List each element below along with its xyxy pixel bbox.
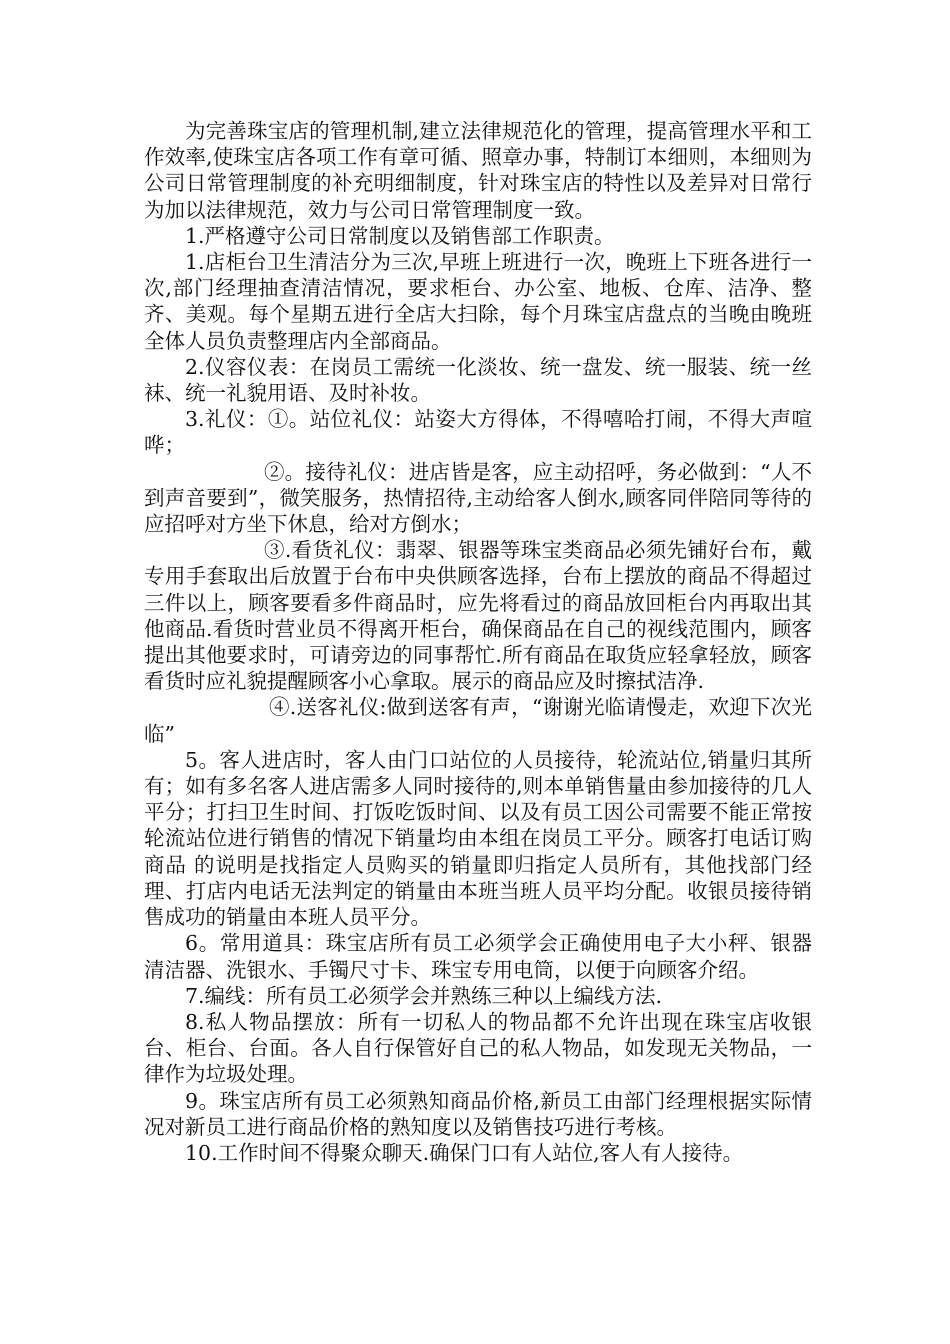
rule-paragraph: 6。常用道具：珠宝店所有员工必须学会正确使用电子大小秤、银器清洁器、洗银水、手镯尺寸卡、珠宝专用电筒，以便于向顾客介绍。 — [144, 931, 812, 982]
rule-paragraph: 2.仪容仪表：在岗员工需统一化淡妆、统一盘发、统一服装、统一丝袜、统一礼貌用语、及时补妆。 — [144, 354, 812, 406]
rule-paragraph: 10.工作时间不得聚众聊天.确保门口有人站位,客人有人接待。 — [185, 1140, 744, 1165]
document-body — [144, 118, 812, 1166]
etiquette-subparagraph: ③.看货礼仪：翡翠、银器等珠宝类商品必须先铺好台布，戴专用手套取出后放置于台布中央供顾客选择，台布上摆放的商品不得超过三件以上，顾客要看多件商品时，应先将看过的商品放回柜台内再取出其他商品.看货时营业员不得离开柜台，确保商品在自己的视线范围内，顾客提出其他要求时，可请旁边的同事帮忙.所有商品在取货应轻拿轻放，顾客看货时应礼貌提醒顾客小心拿取。展示的商品应及时擦拭洁净. — [144, 538, 812, 694]
rule-paragraph: 3.礼仪：①。站位礼仪：站姿大方得体，不得嘻哈打闹，不得大声喧哗； — [144, 407, 812, 458]
intro-paragraph: 为完善珠宝店的管理机制,建立法律规范化的管理，提高管理水平和工作效率,使珠宝店各项工作有章可循、照章办事，特制订本细则，本细则为公司日常管理制度的补充明细制度，针对珠宝店的特性以及差异对日常行为加以法律规范，效力与公司日常管理制度一致。 — [144, 119, 812, 222]
rule-paragraph: 1.严格遵守公司日常制度以及销售部工作职责。 — [185, 223, 615, 248]
etiquette-subparagraph: ②。接待礼仪：进店皆是客，应主动招呼，务必做到：“人不到声音要到”，微笑服务，热情招待,主动给客人倒水,顾客同伴陪同等待的应招呼对方坐下休息，给对方倒水； — [144, 459, 812, 537]
rule-paragraph: 9。珠宝店所有员工必须熟知商品价格,新员工由部门经理根据实际情况对新员工进行商品价格的熟知度以及销售技巧进行考核。 — [144, 1088, 812, 1139]
rule-paragraph: 5。客人进店时，客人由门口站位的人员接待，轮流站位,销量归其所有；如有多名客人进店需多人同时接待的,则本单销售量由参加接待的几人平分；打扫卫生时间、打饭吃饭时间、以及有员工因公司需要不能正常按轮流站位进行销售的情况下销量均由本组在岗员工平分。顾客打电话订购商品 的说明是找指定人员购买的销量即归指定人员所有，其他找部门经理、打店内电话无法判定的销量由本班当班人员平均分配。收银员接待销售成功的销量由本班人员平分。 — [144, 747, 812, 930]
etiquette-subparagraph: ④.送客礼仪:做到送客有声，“谢谢光临请慢走，欢迎下次光临” — [144, 695, 812, 746]
rule-paragraph: 7.编线：所有员工必须学会并熟练三种以上编线方法. — [185, 983, 663, 1008]
rule-paragraph: 8.私人物品摆放：所有一切私人的物品都不允许出现在珠宝店收银台、柜台、台面。各人自行保管好自己的私人物品，如发现无关物品，一律作为垃圾处理。 — [144, 1009, 812, 1087]
rule-paragraph: 1.店柜台卫生清洁分为三次,早班上班进行一次，晚班上下班各进行一次,部门经理抽查清洁情况，要求柜台、办公室、地板、仓库、洁净、整齐、美观。每个星期五进行全店大扫除，每个月珠宝店盘点的当晚由晚班全体人员负责整理店内全部商品。 — [144, 250, 812, 353]
